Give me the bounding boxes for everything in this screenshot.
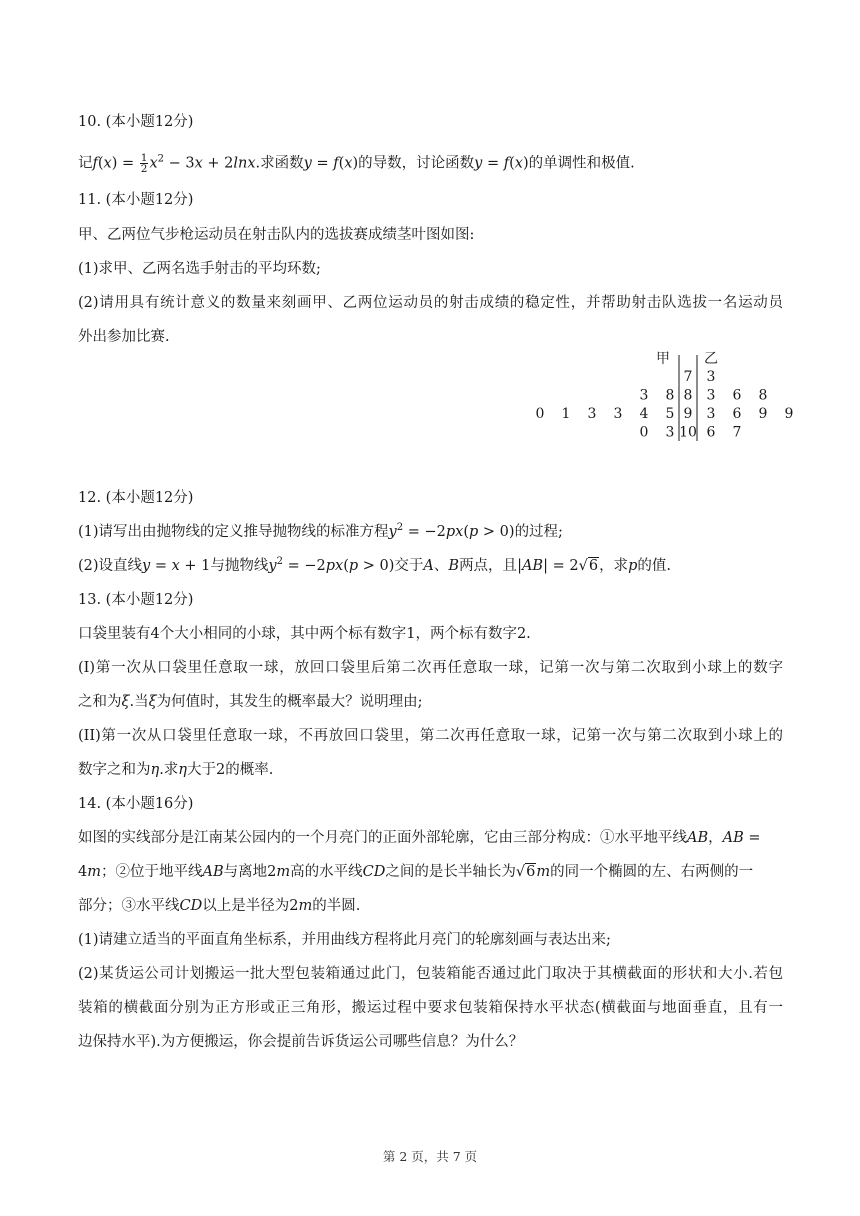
right-leaf: 8	[758, 387, 768, 404]
stem-value: 8	[683, 387, 693, 404]
right-leaf: 3	[706, 387, 716, 404]
q11-intro: 甲、乙两位气步枪运动员在射击队内的选拔赛成绩茎叶图如图:	[78, 227, 475, 243]
q13-part1-line1: (I)第一次从口袋里任意取一球，放回口袋里后第二次再任意取一球，记第一次与第二次取到小球上的数字	[78, 660, 783, 676]
left-leaf: 3	[613, 406, 623, 422]
q12-part2: (2)设直线y = x + 1与抛物线$y^2 = -2px(p > 0)$交于A、B两点，且|AB| = 2√6，求p的值.	[78, 556, 671, 574]
left-leaf: 3	[665, 424, 675, 441]
q11-part2-line2: 外出参加比赛.	[78, 329, 170, 345]
left-leaf: 0	[535, 406, 545, 422]
stem-leaf-rows	[536, 369, 794, 441]
q13-header: 13. (本小题12分)	[78, 592, 194, 608]
stem-value: 10	[679, 424, 697, 441]
left-leaf: 4	[639, 406, 649, 422]
stem-leaf-plot	[535, 345, 794, 445]
q14-part1: (1)请建立适当的平面直角坐标系，并用曲线方程将此月亮门的轮廓刻画与表达出来;	[78, 932, 611, 948]
left-leaf: 3	[639, 387, 649, 404]
q13-intro: 口袋里装有4个大小相同的小球，其中两个标有数字1，两个标有数字2.	[78, 626, 531, 642]
left-leaf: 0	[639, 424, 649, 441]
q13-part2-line1: (II)第一次从口袋里任意取一球，不再放回口袋里，第二次再任意取一球，记第一次与第二次取到小球上的	[78, 728, 783, 744]
q12-header: 12. (本小题12分)	[78, 490, 194, 506]
q14-part2-line1: (2)某货运公司计划搬运一批大型包装箱通过此门，包装箱能否通过此门取决于其横截面的形状和大小.若包	[78, 966, 783, 982]
left-leaf: 8	[665, 387, 675, 404]
q14-part2-line3: 边保持水平).为方便搬运，你会提前告诉货运公司哪些信息？为什么？	[78, 1034, 524, 1050]
right-leaf: 3	[706, 369, 716, 385]
q10-body: 记f(x) = $\frac{1}{2}$ $x^2 - 3x + 2\ln x$.求函数y = f(x)的导数，讨论函数y = f(x)的单调性和极值.	[78, 152, 635, 175]
right-leaf: 6	[706, 424, 716, 441]
right-leaf: 9	[758, 406, 768, 422]
right-leaf: 9	[784, 406, 794, 422]
q13-part1-line2: 之和为ξ.当ξ为何值时，其发生的概率最大？说明理由;	[78, 694, 423, 710]
q11-part1: (1)求甲、乙两名选手射击的平均环数;	[78, 261, 321, 277]
q11-header: 11. (本小题12分)	[78, 192, 194, 208]
stem-value: 7	[683, 369, 693, 385]
q14-line1: 如图的实线部分是江南某公园内的一个月亮门的正面外部轮廓，它由三部分构成：①水平地平线AB，AB =	[78, 830, 761, 846]
q11-part2-line1: (2)请用具有统计意义的数量来刻画甲、乙两位运动员的射击成绩的稳定性，并帮助射击队选拔一名运动员	[78, 295, 783, 311]
q13-part2-line2: 数字之和为η.求η大于2的概率.	[78, 762, 274, 778]
stem-leaf-left-label: 甲	[656, 351, 670, 367]
stem-value: 9	[683, 406, 693, 422]
right-leaf: 3	[706, 406, 716, 422]
q14-line2: 4m；②位于地平线AB与离地2m高的水平线CD之间的是长半轴长为√6m的同一个椭圆的左、右两侧的一	[78, 864, 754, 880]
q14-line3: 部分；③水平线CD以上是半径为2m的半圆.	[78, 898, 361, 914]
q14-header: 14. (本小题16分)	[78, 796, 194, 812]
right-leaf: 6	[732, 387, 742, 404]
right-leaf: 7	[732, 424, 742, 441]
one-half-fraction: $\frac{1}{2}$	[140, 152, 148, 175]
page-footer: 第 2 页，共 7 页	[382, 1149, 478, 1164]
q10-header: 10. (本小题12分)	[78, 114, 194, 130]
stem-leaf-right-label: 乙	[704, 351, 718, 367]
q12-part1: (1)请写出由抛物线的定义推导抛物线的标准方程$y^2 = -2px(p > 0)$的过程;	[78, 522, 563, 540]
left-leaf: 5	[665, 406, 675, 422]
left-leaf: 3	[587, 406, 597, 422]
q14-part2-line2: 装箱的横截面分别为正方形或正三角形，搬运过程中要求包装箱保持水平状态(横截面与地面垂直，且有一	[78, 1000, 783, 1016]
right-leaf: 6	[732, 406, 742, 422]
left-leaf: 1	[561, 406, 571, 422]
